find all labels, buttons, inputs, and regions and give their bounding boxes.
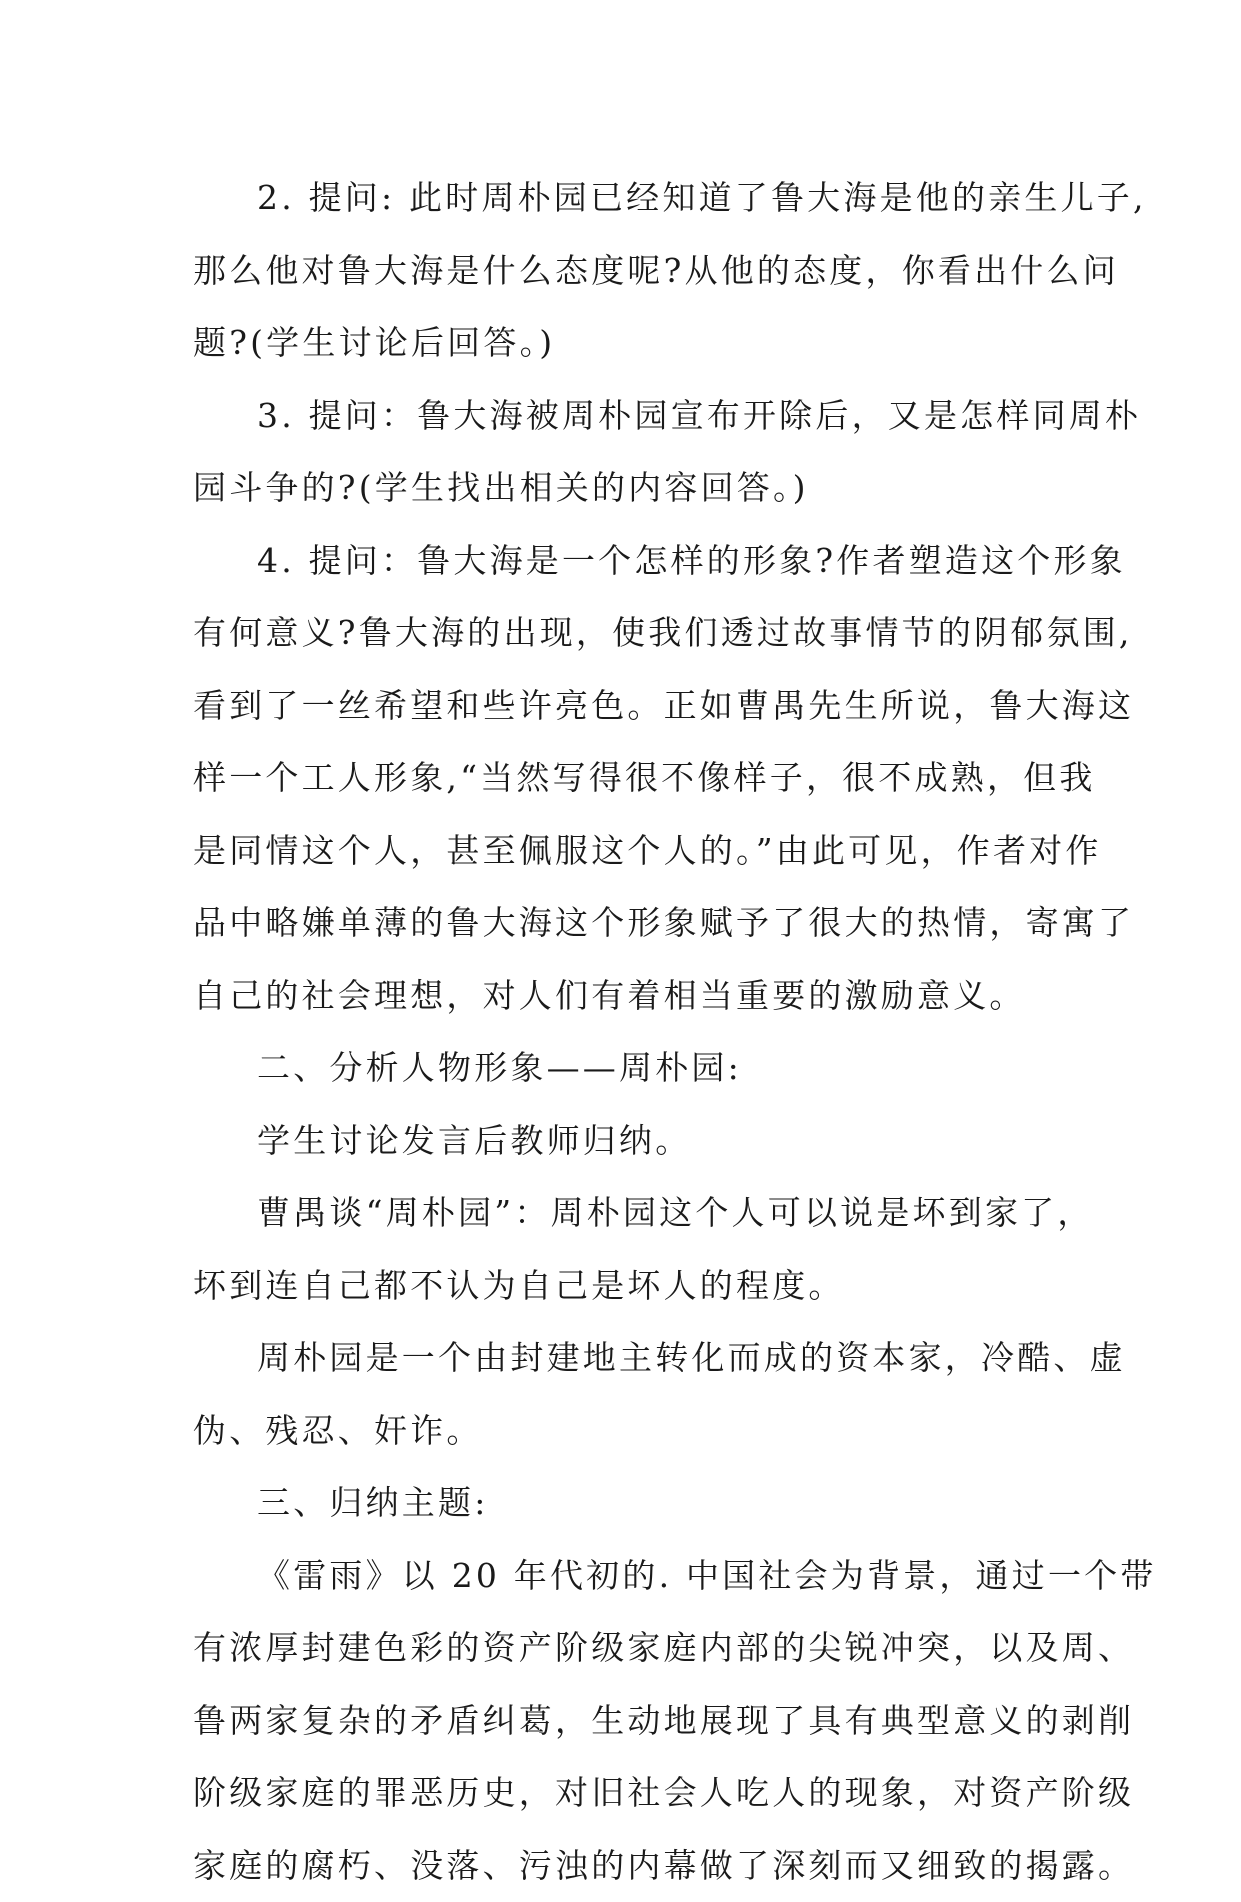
text-line: 题?(学生讨论后回答。) [129,307,1093,380]
text-line: 看到了一丝希望和些许亮色。正如曹禺先生所说，鲁大海这 [129,670,1093,743]
paragraph-question-3 [193,380,1093,525]
text-line: 周朴园是一个由封建地主转化而成的资本家，冷酷、虚 [193,1322,1093,1395]
text-line: 是同情这个人，甚至佩服这个人的。”由此可见，作者对作 [129,815,1093,888]
paragraph-caoyu-quote [193,1177,1093,1322]
text-line: 三、归纳主题: [193,1467,1093,1540]
text-line: 阶级家庭的罪恶历史，对旧社会人吃人的现象，对资产阶级 [129,1757,1093,1830]
paragraph-theme [193,1540,1093,1902]
paragraph-question-2 [193,162,1093,380]
text-line: 样一个工人形象,“当然写得很不像样子，很不成熟，但我 [129,742,1093,815]
document-body [193,162,1093,1902]
text-line: 伪、残忍、奸诈。 [129,1395,1093,1468]
text-line: 品中略嫌单薄的鲁大海这个形象赋予了很大的热情，寄寓了 [129,887,1093,960]
section-heading-character-analysis [193,1032,1093,1105]
text-line: 家庭的腐朽、没落、污浊的内幕做了深刻而又细致的揭露。 [129,1830,1093,1902]
text-line: 鲁两家复杂的矛盾纠葛，生动地展现了具有典型意义的剥削 [129,1685,1093,1758]
text-line: 2. 提问: 此时周朴园已经知道了鲁大海是他的亲生儿子, [193,162,1093,235]
text-line: 3. 提问：鲁大海被周朴园宣布开除后，又是怎样同周朴 [193,380,1093,453]
text-line: 自己的社会理想，对人们有着相当重要的激励意义。 [129,960,1093,1033]
text-line: 4. 提问：鲁大海是一个怎样的形象?作者塑造这个形象 [193,525,1093,598]
paragraph-question-4 [193,525,1093,1033]
text-line: 有浓厚封建色彩的资产阶级家庭内部的尖锐冲突，以及周、 [129,1612,1093,1685]
text-line: 坏到连自己都不认为自己是坏人的程度。 [129,1250,1093,1323]
text-line: 有何意义?鲁大海的出现，使我们透过故事情节的阴郁氛围, [129,597,1093,670]
text-line: 那么他对鲁大海是什么态度呢?从他的态度，你看出什么问 [129,235,1093,308]
text-line: 《雷雨》以 20 年代初的. 中国社会为背景，通过一个带 [193,1540,1093,1613]
text-line: 学生讨论发言后教师归纳。 [193,1105,1093,1178]
text-line: 二、分析人物形象——周朴园: [193,1032,1093,1105]
section-heading-theme [193,1467,1093,1540]
paragraph-teacher-summary-note [193,1105,1093,1178]
text-line: 曹禺谈“周朴园”：周朴园这个人可以说是坏到家了， [193,1177,1093,1250]
text-line: 园斗争的?(学生找出相关的内容回答。) [129,452,1093,525]
paragraph-zhou-character-summary [193,1322,1093,1467]
